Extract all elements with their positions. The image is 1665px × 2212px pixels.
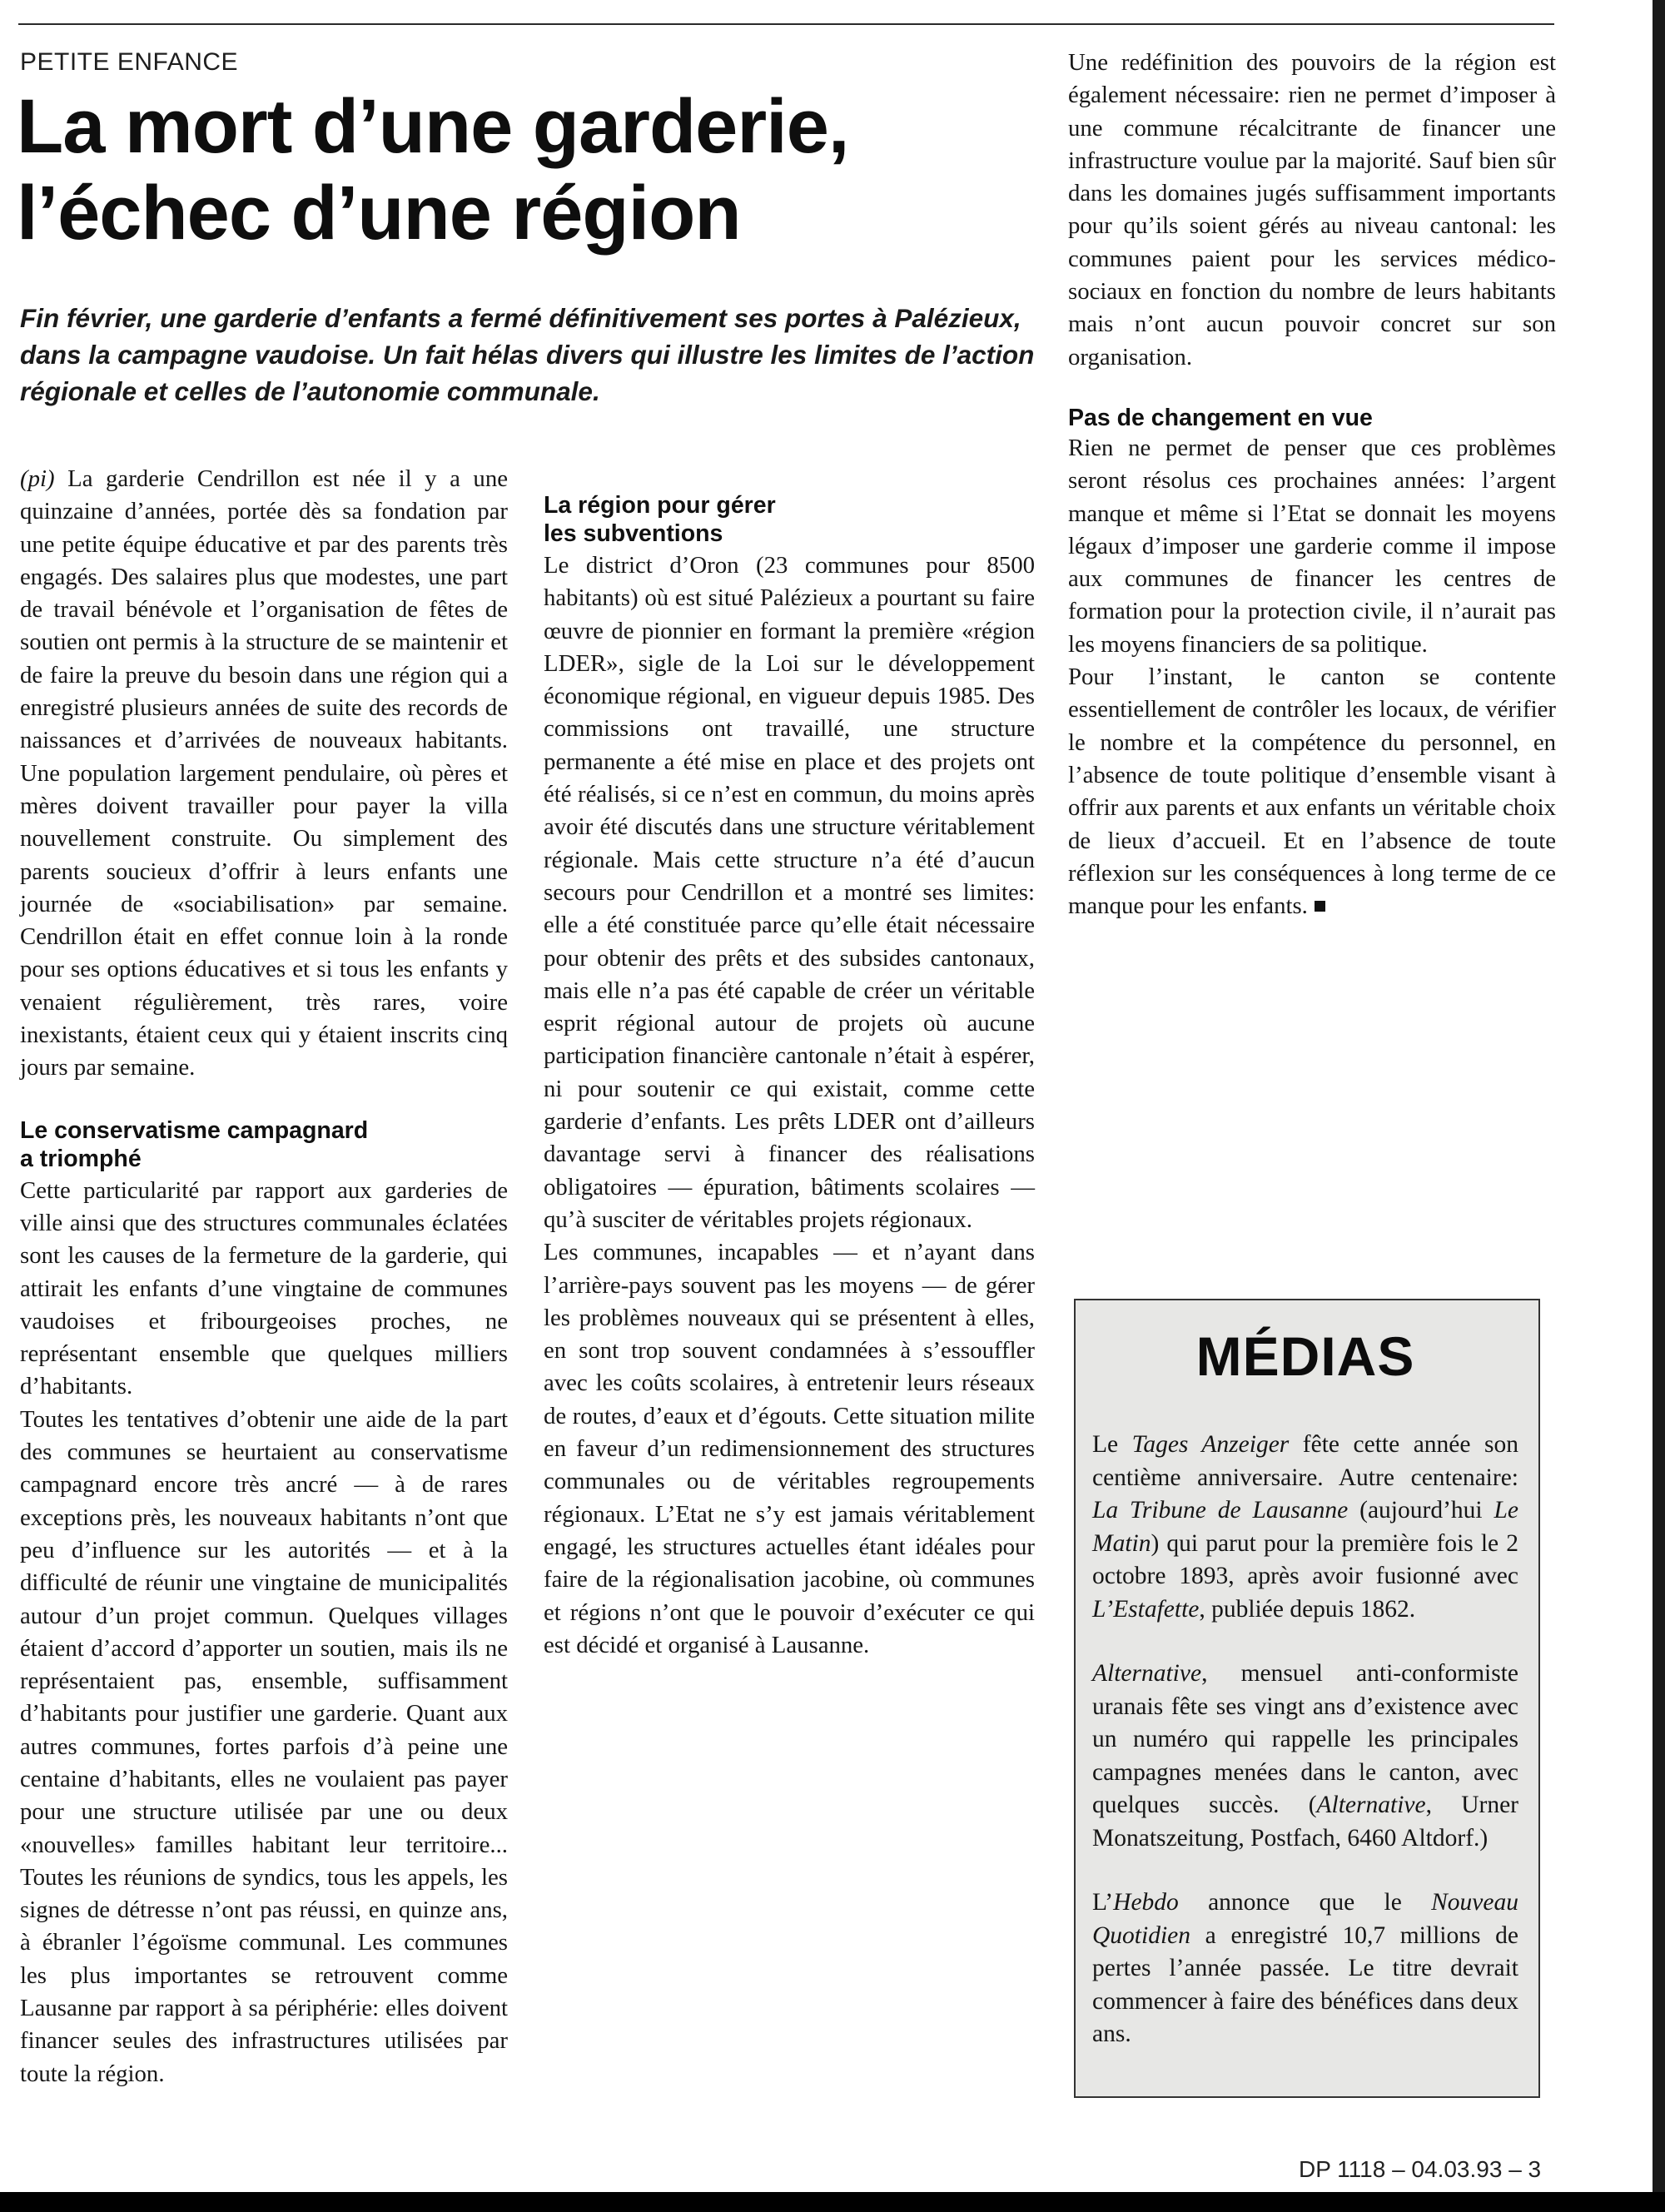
article-headline [17,83,1049,256]
article-paragraph: Cette particularité par rapport aux garderies de ville ainsi que des structures communales éclatées sont les causes de la fermeture de la garderie, qui attirait les enfants d’une vingtaine de communes vaudoises et fribourgeoises proches, ne représentant ensemble que quelques milliers d’habitants. [20,1176,508,1400]
section-rubric: PETITE ENFANCE [20,48,239,76]
article-column-2 [544,463,1035,1662]
media-item: Le Tages Anzeiger fête cette année son centième anniversaire. Autre centenaire: La Tribune de Lausanne (aujourd’hui Le Matin) qui parut pour la première fois le 2 octobre 1893, après avoir fusionné avec L’Estafette, publiée depuis 1862. [1092,1431,1518,1623]
article-paragraph: Le district d’Oron (23 communes pour 8500 habitants) où est situé Palézieux a pourtant su faire œuvre de pionnier en formant la première «région LDER», sigle de la Loi sur le développement économique régional, en vigueur depuis 1985. Des commissions ont travaillé, une structure permanente a été mise en place et des projets ont été réalisés, si ce n’est en commun, du moins après avoir été discutés dans une structure véritablement régionale. Mais cette structure n’a été d’aucun secours pour Cendrillon et a montré ses limites: elle a été constituée parce qu’elle était nécessaire pour obtenir des prêts et des subsides cantonaux, mais elle n’a pas été capable de créer un véritable esprit régional autour de projets où aucune participation financière cantonale n’était à espérer, ni pour soutenir ce qui existait, comme cette garderie d’enfants. Les prêts LDER ont d’ailleurs davantage servi à financer des réalisations obligatoires — épuration, bâtiments scolaires — qu’à susciter de véritables projets régionaux. [544,552,1035,1233]
page-footer: DP 1118 – 04.03.93 – 3 [1299,2156,1542,2182]
media-box-title: MÉDIAS [1195,1325,1415,1387]
subheading [544,491,1035,548]
subheading-line: a triomphé [20,1145,142,1172]
article-column-1 [20,463,508,2090]
scan-edge-bottom [0,2192,1665,2212]
article-column-3 [1068,47,1556,922]
article-lead: Fin février, une garderie d’enfants a fermé définitivement ses portes à Palézieux, dans la campagne vaudoise. Un fait hélas divers qui illustre les limites de l’action régionale et celles de l’autonomie communale. [20,303,1035,406]
media-item: L’Hebdo annonce que le Nouveau Quotidien a enregistré 10,7 millions de pertes l’année passée. Le titre devrait commencer à faire des bénéfices dans deux ans. [1092,1889,1518,2047]
author-signature: (pi) [20,465,55,492]
subheading-line: Pas de changement en vue [1068,404,1373,431]
subheading-line: les subventions [544,520,723,547]
scan-edge-right [1653,0,1665,2212]
article-paragraph: Rien ne permet de penser que ces problèmes seront résolus ces prochaines années: l’argent manque et même si l’Etat se donnait les moyens légaux d’imposer une garderie comme il impose aux communes de financer les centres de formation pour la protection civile, il n’aurait pas les moyens financiers de sa politique. [1068,434,1556,658]
subheading [20,1116,508,1173]
subheading-line: La région pour gérer [544,492,776,519]
headline-line-2: l’échec d’une région [17,171,741,256]
article-paragraph: Pour l’instant, le canton se contente essentiellement de contrôler les locaux, de vérifier le nombre et la compétence du personnel, en l’absence de toute politique d’ensemble visant à offrir aux parents et aux enfants un véritable choix de lieux d’accueil. Et en l’absence de toute réflexion sur les conséquences à long terme de ce manque pour les enfants. [1068,664,1556,920]
article-paragraph: Une redéfinition des pouvoirs de la région est également nécessaire: rien ne permet d’imposer à une commune récalcitrante de financer une infrastructure voulue par la majorité. Sauf bien sûr dans les domaines jugés suffisamment importants pour qu’ils soient gérés au niveau cantonal: les communes paient pour les services médico-sociaux en fonction du nombre de leurs habitants mais n’ont aucun pouvoir concret sur son organisation. [1068,49,1556,370]
top-rule [18,23,1554,25]
article-paragraph: Toutes les tentatives d’obtenir une aide de la part des communes se heurtaient au conservatisme campagnard encore très ancré — à de rares exceptions près, les nouveaux habitants n’ont que peu d’influence sur les autorités — et à la difficulté de réunir une vingtaine de municipalités autour d’un projet commun. Quelques villages étaient d’accord d’apporter un soutien, mais ils ne représentaient pas, ensemble, suffisamment d’habitants pour justifier une garderie. Quant aux autres communes, fortes parfois d’à peine une centaine d’habitants, elles ne voulaient pas payer pour une structure utilisée par une ou deux «nouvelles» familles habitant leur territoire... Toutes les réunions de syndics, tous les appels, les signes de détresse n’ont pas réussi, en quinze ans, à ébranler l’égoïsme communal. Les communes les plus importantes se retrouvent comme Lausanne par rapport à sa périphérie: elles doivent financer seules des infrastructures utilisées par toute la région. [20,1405,508,2087]
article-paragraph: Les communes, incapables — et n’ayant dans l’arrière-pays souvent pas les moyens — de gérer les problèmes nouveaux qui se présentent à elles, en sont trop souvent condamnées à s’essouffler avec les coûts scolaires, à entretenir leurs réseaux de routes, d’eaux et d’égouts. Cette situation milite en faveur d’un redimensionnement des structures communales ou de véritables regroupements régionaux. L’Etat ne s’y est jamais véritablement engagé, les structures actuelles étant idéales pour faire de la régionalisation jacobine, où communes et régions n’ont que le pouvoir d’exécuter ce qui est décidé et organisé à Lausanne. [544,1239,1035,1658]
headline-line-1: La mort d’une garderie, [17,84,849,169]
article-paragraph [20,463,508,1085]
end-of-article-mark [1315,901,1325,912]
subheading-line: Le conservatisme campagnard [20,1116,369,1144]
media-item: Alternative, mensuel anti-conformiste uranais fête ses vingt ans d’existence avec un numéro qui rappelle les principales campagnes menées dans le canton, avec quelques succès. (Alternative, Urner Monatszeitung, Postfach, 6460 Altdorf.) [1092,1660,1518,1852]
paragraph-text: La garderie Cendrillon est née il y a une quinzaine d’années, portée dès sa fondation par une petite équipe éducative et par des parents très engagés. Des salaires plus que modestes, une part de travail bénévole et l’organisation de fêtes de soutien ont permis à la structure de se maintenir et de faire la preuve du besoin dans une région qui a enregistré plusieurs années de suite des records de naissances et d’arrivées de nouveaux habitants. Une population largement pendulaire, où pères et mères doivent travailler pour payer la villa nouvellement construite. Ou simplement des parents soucieux d’offrir à leurs enfants une journée de «sociabilisation» par semaine. Cendrillon était en effet connue loin à la ronde pour ses options éducatives et si tous les enfants y venaient régulièrement, très rares, voire inexistants, étaient ceux qui y étaient inscrits cinq jours par semaine. [20,465,508,1081]
media-sidebar-box [1074,1299,1540,2098]
subheading [1068,404,1556,432]
